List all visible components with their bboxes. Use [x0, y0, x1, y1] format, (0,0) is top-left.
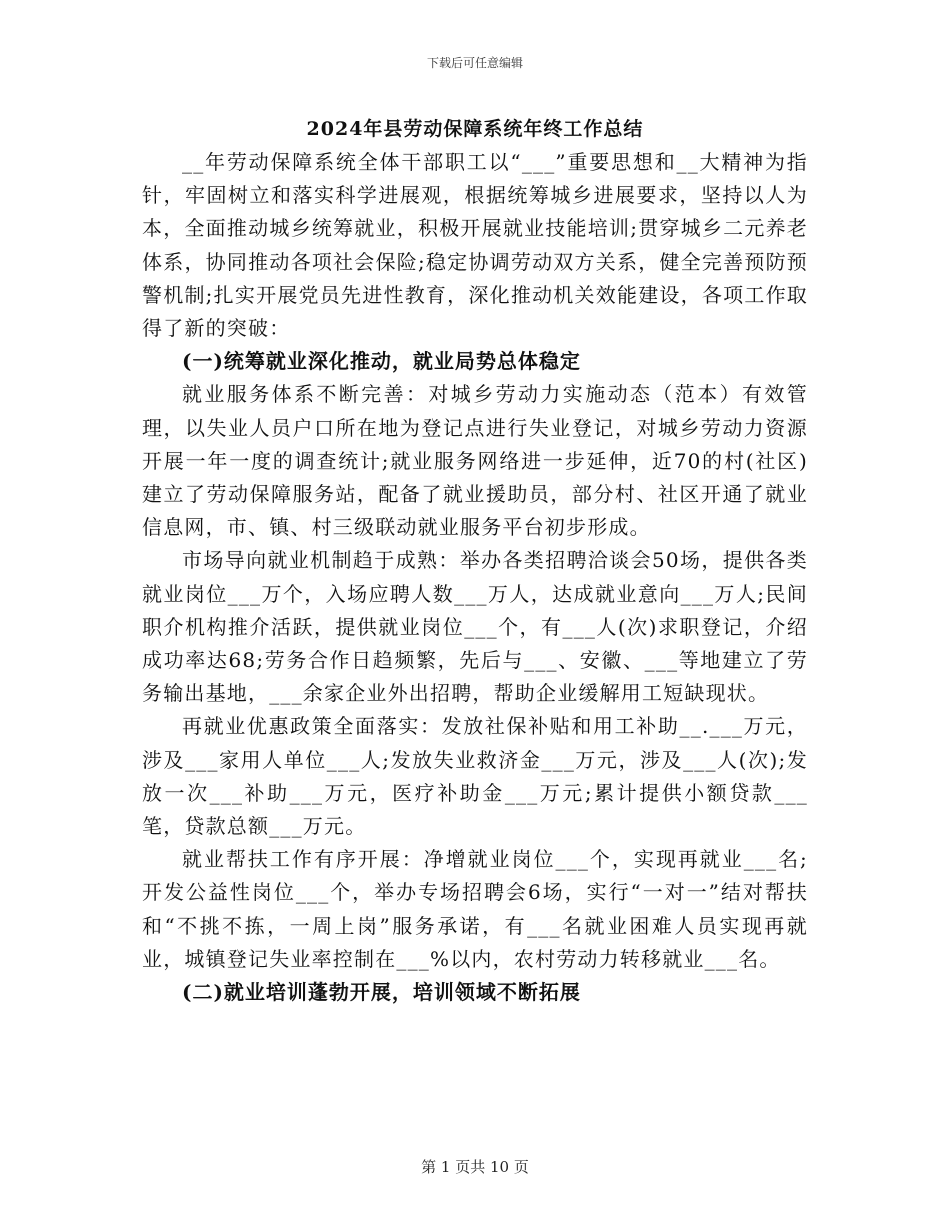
paragraph-employment-service: 就业服务体系不断完善：对城乡劳动力实施动态（范本）有效管理，以失业人员户口所在地为登记点进行失业登记，对城乡劳动力资源开展一年一度的调查统计;就业服务网络进一步延伸，近70的村(社区)建立了劳动保障服务站，配备了就业援助员，部分村、社区开通了就业信息网，市、镇、村三级联动就业服务平台初步形成。 — [142, 382, 808, 540]
paragraph-reemployment-policy: 再就业优惠政策全面落实：发放社保补贴和用工补助__.___万元，涉及___家用人单位___人;发放失业救济金___万元，涉及___人(次);发放一次___补助___万元，医疗补助金___万元;累计提供小额贷款___笔，贷款总额___万元。 — [142, 714, 808, 839]
document-title: 2024年县劳动保障系统年终工作总结 — [306, 118, 644, 140]
page-number: 第 1 页共 10 页 — [421, 1158, 529, 1176]
paragraph-employment-assistance: 就业帮扶工作有序开展：净增就业岗位___个，实现再就业___名;开发公益性岗位___个，举办专场招聘会6场，实行“一对一”结对帮扶和“不挑不拣，一周上岗”服务承诺，有___名就业困难人员实现再就业，城镇登记失业率控制在___%以内，农村劳动力转移就业___名。 — [142, 847, 808, 971]
header-note: 下载后可任意编辑 — [426, 56, 523, 70]
section-heading-2: (二)就业培训蓬勃开展，培训领域不断拓展 — [182, 980, 581, 1005]
paragraph-market-mechanism: 市场导向就业机制趋于成熟：举办各类招聘洽谈会50场，提供各类就业岗位___万个，入场应聘人数___万人，达成就业意向___万人;民间职介机构推介活跃，提供就业岗位___个，有___人(次)求职登记，介绍成功率达68;劳务合作日趋频繁，先后与___、安徽、___等地建立了劳务输出基地，___余家企业外出招聘，帮助企业缓解用工短缺现状。 — [142, 548, 808, 706]
intro-paragraph: __年劳动保障系统全体干部职工以“___”重要思想和__大精神为指针，牢固树立和落实科学进展观，根据统筹城乡进展要求，坚持以人为本，全面推动城乡统筹就业，积极开展就业技能培训;贯穿城乡二元养老体系，协同推动各项社会保险;稳定协调劳动双方关系，健全完善预防预警机制;扎实开展党员先进性教育，深化推动机关效能建设，各项工作取得了新的突破： — [142, 150, 808, 341]
section-heading-1: (一)统筹就业深化推动，就业局势总体稳定 — [182, 349, 581, 374]
document-body — [142, 146, 808, 1009]
